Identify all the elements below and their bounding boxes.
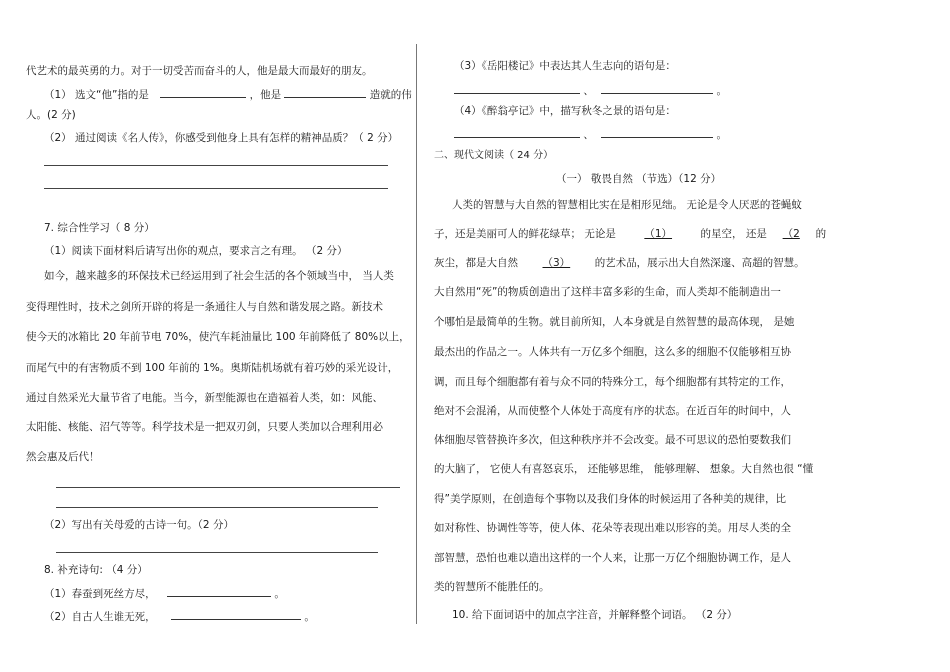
answer-line[interactable] [56,487,400,488]
answer-blank[interactable] [167,586,271,597]
passage-line: 通过自然采光大量节省了电能。当今，新型能源也在造福着人类，如：风能、 [26,392,383,404]
separator: 、 [583,129,594,141]
answer-blank[interactable] [160,87,246,98]
passage-line: 个哪怕是最简单的生物。就目前所知，人本身就是自然智慧的最高体现， 是她 [434,316,795,328]
section-7-question-1: （1）阅读下面材料后请写出你的观点，要求言之有理。 （2 分） [44,245,348,257]
passage-text: 的 [815,228,827,240]
passage-line: 使今天的冰箱比 20 年前节电 70%，使汽车耗油量比 100 年前降低了 80%以上， [26,331,410,343]
passage-title: （一） 敬畏自然 （节选）（12 分） [556,173,722,185]
passage-line [434,256,805,270]
answer-line[interactable] [44,165,388,166]
passage-line: 大自然用“死”的物质创造出了这样丰富多彩的生命，而人类却不能制造出一 [434,286,781,298]
question-4: （4）《醉翁亭记》中，描写秋冬之景的语句是： [454,105,676,117]
answer-blank[interactable] [601,83,713,94]
answer-blank[interactable] [171,609,301,620]
question-4-answers [454,127,727,142]
separator: 、 [583,85,594,97]
passage-line: 如今，越来越多的环保技术已经运用到了社会生活的各个领域当中， 当人类 [44,270,394,282]
blank-marker-3: （3） [542,257,571,269]
question-3: （3）《岳阳楼记》中表达其人生志向的语句是： [454,60,676,72]
passage-line: 调，而且每个细胞都有着与众不同的特殊分工，每个细胞都有其特定的工作， [434,376,791,388]
question-1-points: 人。(2 分) [26,109,76,121]
period: 。 [304,611,315,623]
question-3-answers [454,83,727,98]
passage-text: 子，还是美丽可人的鲜花绿草； 无论是 [434,228,616,240]
answer-blank[interactable] [454,83,580,94]
answer-line[interactable] [44,188,388,189]
section-7-question-2: （2）写出有关母爱的古诗一句。（2 分） [44,519,234,531]
answer-line[interactable] [56,552,378,553]
passage-text: 灰尘，都是大自然 [434,257,518,269]
column-divider [416,44,417,624]
period: 。 [716,85,728,97]
poem-question-2 [44,609,315,624]
passage-line: 太阳能、核能、沼气等等。科学技术是一把双刃剑，只要人类加以合理利用必 [26,421,383,433]
passage-line: 而尾气中的有害物质不到 100 年前的 1%。奥斯陆机场就有着巧妙的采光设计， [26,362,399,374]
question-1-text: （1） 选文“他”指的是 [44,89,149,101]
question-1 [44,87,412,102]
passage-line: 如对称性、协调性等等，使人体、花朵等表现出难以形容的美。用尽人类的全 [434,522,791,534]
section-2-title: 二、现代文阅读（ 24 分） [434,150,554,161]
passage-line: 的大脑了， 它使人有喜怒哀乐， 还能够思维， 能够理解、 想象。大自然也很 “懂 [434,463,814,475]
question-1-text: ，他是 [249,89,282,101]
poem-question-1-text: （1）春蚕到死丝方尽， [44,588,156,600]
answer-line[interactable] [56,507,378,508]
passage-line: 最杰出的作品之一。人体共有一万亿多个细胞，这么多的细胞不仅能够相互协 [434,346,791,358]
period: 。 [716,129,728,141]
poem-question-1 [44,586,285,601]
section-8-title: 8. 补充诗句: （4 分） [44,564,148,576]
passage-line: 部智慧，恐怕也难以造出这样的一个人来，让那一万亿个细胞协调工作，是人 [434,552,791,564]
poem-question-2-text: （2）自古人生谁无死， [44,611,156,623]
passage-line: 人类的智慧与大自然的智慧相比实在是相形见绌。 无论是令人厌恶的苍蝇蚊 [452,199,802,211]
passage-line: 绝对不会混淆，从而使整个人体处于高度有序的状态。在近百年的时间中，人 [434,405,791,417]
blank-marker-1: （1） [644,228,673,240]
passage-line: 然会惠及后代！ [26,451,100,463]
passage-text: 的艺术品，展示出大自然深邃、高超的智慧。 [594,257,805,269]
question-10: 10. 给下面词语中的加点字注音，并解释整个词语。 （2 分） [452,609,738,621]
passage-line: 类的智慧所不能胜任的。 [434,581,550,593]
question-2: （2） 通过阅读《名人传》，你感受到他身上具有怎样的精神品质？（ 2 分） [44,132,399,144]
blank-marker-2: （2 [782,228,800,240]
question-1-text: 造就的伟 [369,89,412,101]
section-7-title: 7. 综合性学习（ 8 分） [44,222,155,234]
text-line: 代艺术的最英勇的力。对于一切受苦而奋斗的人，他是最大而最好的朋友。 [26,65,373,77]
answer-blank[interactable] [601,127,713,138]
passage-line: 变得理性时，技术之剑所开辟的将是一条通往人与自然和谐发展之路。新技术 [26,301,383,313]
passage-line: 体细胞尽管替换许多次，但这种秩序并不会改变。最不可思议的恐怕要数我们 [434,434,791,446]
passage-line [434,227,826,241]
period: 。 [274,588,285,600]
answer-blank[interactable] [454,127,580,138]
passage-text: 的星空， 还是 [700,228,767,240]
passage-line: 得”美学原则，在创造每个事物以及我们身体的时候运用了各种美的规律，比 [434,493,786,505]
answer-blank[interactable] [284,87,366,98]
